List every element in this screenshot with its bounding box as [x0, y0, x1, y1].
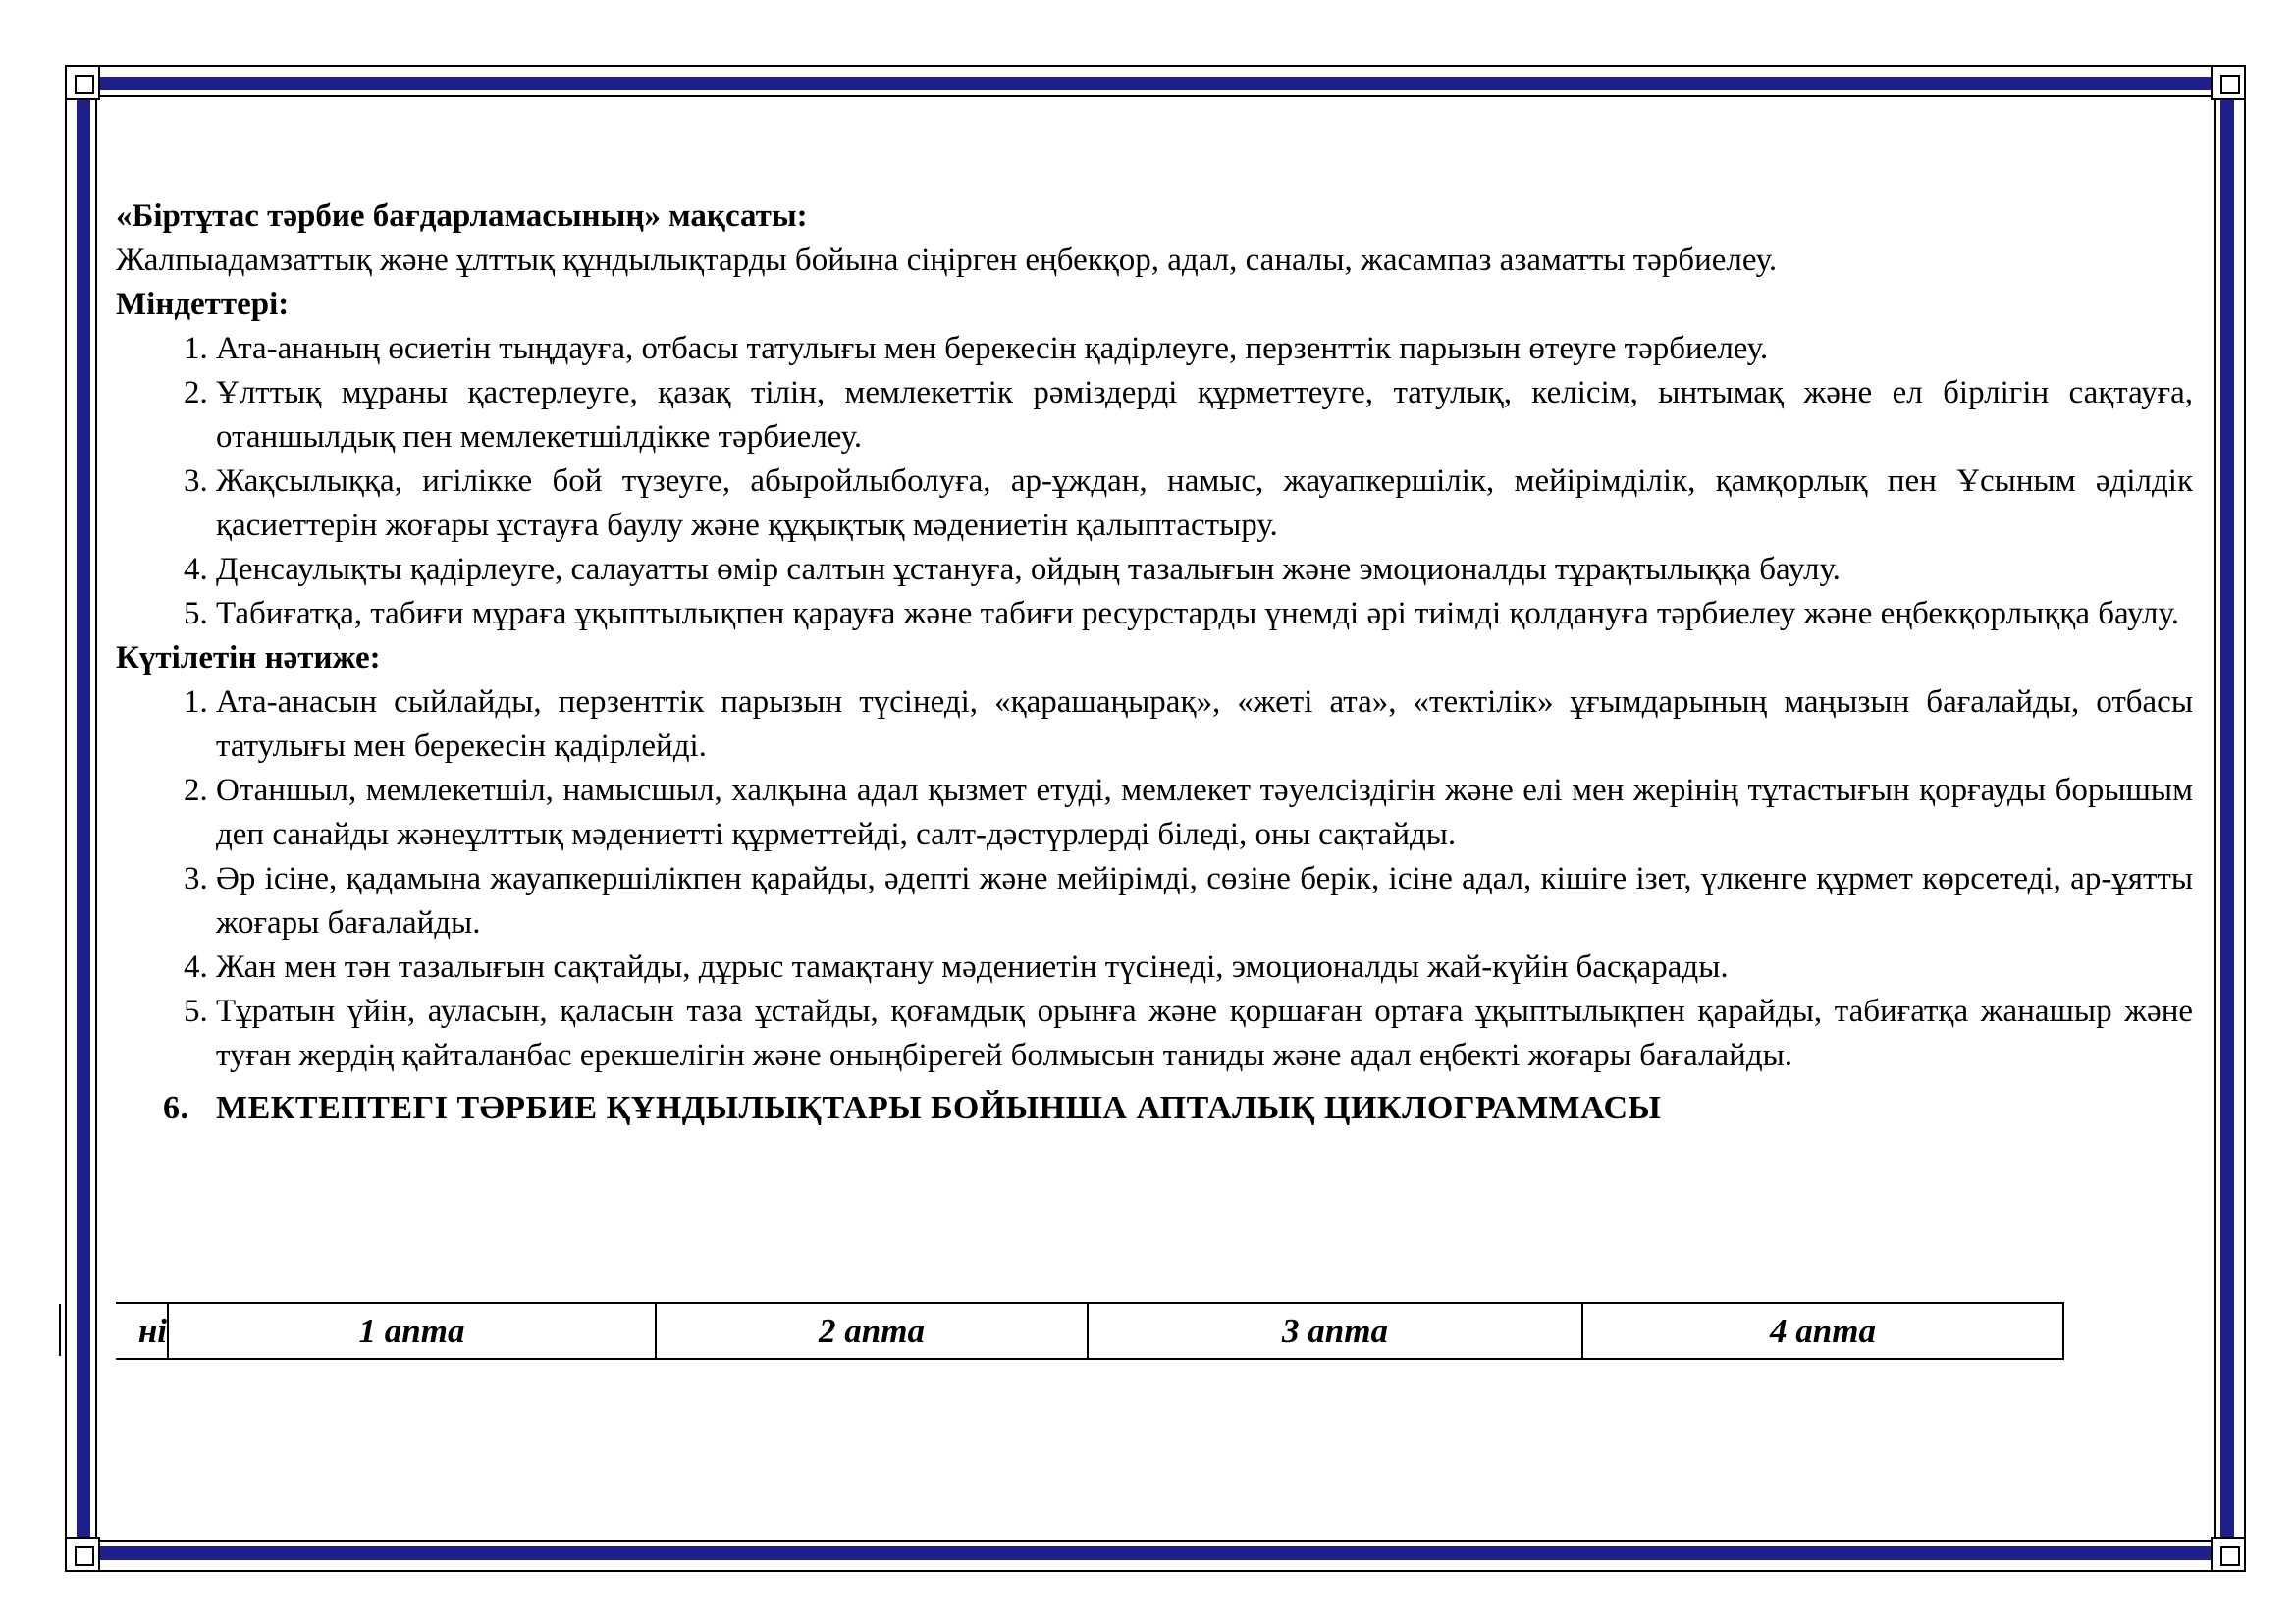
corner-ornament-top-left [65, 65, 100, 100]
section-6-heading [116, 1086, 2193, 1130]
results-list [116, 680, 2193, 1078]
document-body [116, 194, 2193, 1130]
tasks-list [116, 327, 2193, 636]
table-cell-week-1: 1 апта [168, 1303, 656, 1359]
result-item: 1. Ата-анасын сыйлайды, перзенттік парызын түсінеді, «қарашаңырақ», «жеті ата», «тектілік» ұғымдарының маңызын бағалайды, отбасы татулығы мен берекесін қадірлейді. [216, 680, 2193, 769]
table-cell-week-2: 2 апта [656, 1303, 1088, 1359]
corner-ornament-bottom-left [65, 1537, 100, 1572]
result-item: 5. Тұратын үйін, ауласын, қаласын таза ұстайды, қоғамдық орынға және қоршаған ортаға ұқыптылықпен қарайды, табиғатқа жанашыр және туған жердің қайталанбас ерекшелігін және оныңбірегей болмысын таниды және адал еңбекті жоғары бағалайды. [216, 990, 2193, 1078]
result-item: 4. Жан мен тән тазалығын сақтайды, дұрыс тамақтану мәдениетін түсінеді, эмоционалды жай-күйін басқарады. [216, 946, 2193, 990]
task-item: 4. Денсаулықты қадірлеуге, салауатты өмір салтын ұстануға, ойдың тазалығын және эмоционалды тұрақтылыққа баулу. [216, 548, 2193, 592]
weekly-cyclogram-table [116, 1302, 2064, 1360]
corner-ornament-top-right [2211, 65, 2246, 100]
table-header-row [116, 1303, 2063, 1359]
result-item: 2. Отаншыл, мемлекетшіл, намысшыл, халқына адал қызмет етуді, мемлекет тәуелсіздігін және елі мен жерінің тұтастығын қорғауды борышым деп санайды жәнеұлттық мәдениетті құрметтейді, салт-дәстүрлерді біледі, оны сақтайды. [216, 769, 2193, 857]
section-6-number: 6. [163, 1090, 189, 1126]
task-item: 5. Табиғатқа, табиғи мұраға ұқыптылықпен қарауға және табиғи ресурстарды үнемді әрі тиімді қолдануға тәрбиелеу және еңбекқорлыққа баулу. [216, 592, 2193, 636]
table-cell-week-4: 4 апта [1582, 1303, 2063, 1359]
results-heading: Күтілетін нәтиже: [116, 640, 381, 676]
table-cell-day: ні [116, 1303, 168, 1359]
result-item: 3. Әр ісіне, қадамына жауапкершілікпен қарайды, әдепті және мейірімді, сөзіне берік, ісіне адал, кішіге ізет, үлкенге құрмет көрсетеді, ар-ұятты жоғары бағалайды. [216, 857, 2193, 946]
table-cell-week-3: 3 апта [1088, 1303, 1582, 1359]
task-item: 2. Ұлттық мұраны қастерлеуге, қазақ тілін, мемлекеттік рәміздерді құрметтеуге, татулық, келісім, ынтымақ және ел бірлігін сақтауға, отаншылдық пен мемлекетшілдікке тәрбиелеу. [216, 371, 2193, 460]
tasks-heading: Міндеттері: [116, 287, 290, 322]
table-left-stub [59, 1304, 61, 1356]
goal-text: Жалпыадамзаттық және ұлттық құндылықтарды бойына сіңірген еңбекқор, адал, саналы, жасампаз азаматты тәрбиелеу. [116, 243, 1778, 278]
corner-ornament-bottom-right [2211, 1537, 2246, 1572]
task-item: 3. Жақсылыққа, игілікке бой түзеуге, абыройлыболуға, ар-ұждан, намыс, жауапкершілік, мейірімділік, қамқорлық пен Ұсыным әділдік қасиеттерін жоғары ұстауға баулу және құқықтық мәдениетін қалыптастыру. [216, 460, 2193, 548]
task-item: 1. Ата-ананың өсиетін тыңдауға, отбасы татулығы мен берекесін қадірлеуге, перзенттік парызын өтеуге тәрбиелеу. [216, 327, 2193, 371]
section-6-title: МЕКТЕПТЕГІ ТӘРБИЕ ҚҰНДЫЛЫҚТАРЫ БОЙЫНША АПТАЛЫҚ ЦИКЛОГРАММАСЫ [216, 1090, 1662, 1126]
goal-heading: «Біртұтас тәрбие бағдарламасының» мақсаты: [116, 198, 808, 234]
